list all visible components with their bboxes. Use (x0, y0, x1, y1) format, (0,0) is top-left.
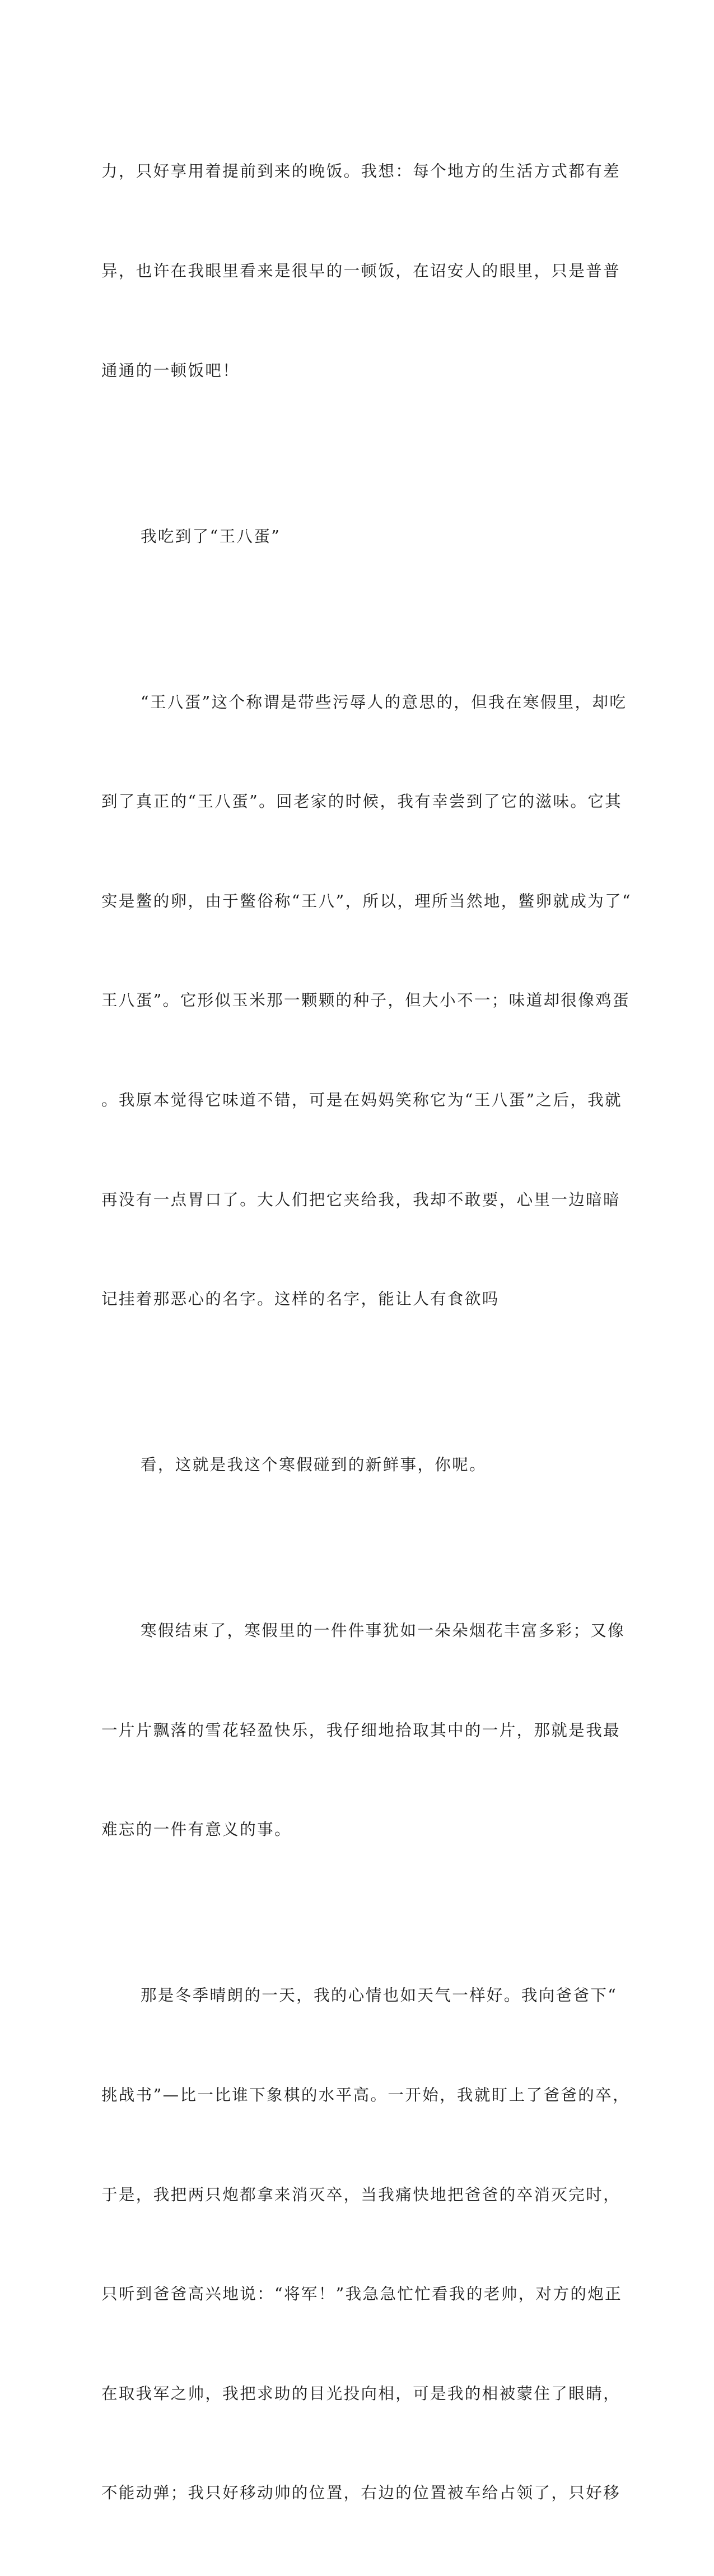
text-line: 力，只好享用着提前到来的晚饭。我想：每个地方的生活方式都有差 (101, 162, 621, 181)
heading-line: 我吃到了“王八蛋” (141, 527, 281, 546)
text-line: 那是冬季晴朗的一天，我的心情也如天气一样好。我向爸爸下“ (141, 1986, 618, 2005)
paragraph-chess (101, 1913, 630, 2576)
section-heading (101, 453, 575, 619)
paragraph-summary (101, 1382, 575, 1548)
text-line: 挑战书”—比一比谁下象棋的水平高。一开始，我就盯上了爸爸的卒， (101, 2085, 630, 2104)
text-line: “王八蛋”这个称谓是带些污辱人的意思的，但我在寒假里，却吃 (141, 692, 627, 712)
text-line: 到了真正的“王八蛋”。回老家的时候，我有幸尝到了它的滋味。它其 (101, 792, 623, 811)
text-line: 异，也许在我眼里看来是很早的一顿饭，在诏安人的眼里，只是普普 (101, 262, 621, 280)
text-line: 实是鳖的卵，由于鳖俗称“王八”，所以，理所当然地，鳖卵就成为了“ (101, 891, 632, 910)
text-line: 王八蛋”。它形似玉米那一颗颗的种子，但大小不一；味道却很像鸡蛋 (101, 991, 630, 1010)
text-line: 再没有一点胃口了。大人们把它夹给我，我却不敢要，心里一边暗暗 (101, 1190, 621, 1209)
text-line: 。我原本觉得它味道不错，可是在妈妈笑称它为“王八蛋”之后，我就 (101, 1090, 623, 1109)
text-line: 只听到爸爸高兴地说：“将军！”我急急忙忙看我的老帅，对方的炮正 (101, 2285, 623, 2304)
text-line: 不能动弹；我只好移动帅的位置，右边的位置被车给占领了，只好移 (101, 2484, 621, 2503)
text-line: 通通的一顿饭吧！ (101, 361, 240, 380)
text-line: 于是，我把两只炮都拿来消灭卒，当我痛快地把爸爸的卒消灭完时， (101, 2185, 621, 2204)
text-line: 记挂着那恶心的名字。这样的名字，能让人有食欲吗 (101, 1290, 500, 1309)
text-line: 难忘的一件有意义的事。 (101, 1820, 292, 1839)
paragraph-dinner (101, 89, 621, 453)
paragraph-turtle-egg (101, 619, 632, 1382)
text-line: 寒假结束了，寒假里的一件件事犹如一朵朵烟花丰富多彩；又像 (141, 1621, 626, 1640)
paragraph-winter-break (101, 1548, 626, 1913)
text-line: 在取我军之帅，我把求助的目光投向相，可是我的相被蒙住了眼睛， (101, 2384, 621, 2403)
body-text (101, 89, 632, 2576)
text-line: 看，这就是我这个寒假碰到的新鲜事，你呢。 (141, 1456, 487, 1475)
text-line: 一片片飘落的雪花轻盈快乐，我仔细地拾取其中的一片，那就是我最 (101, 1721, 621, 1740)
